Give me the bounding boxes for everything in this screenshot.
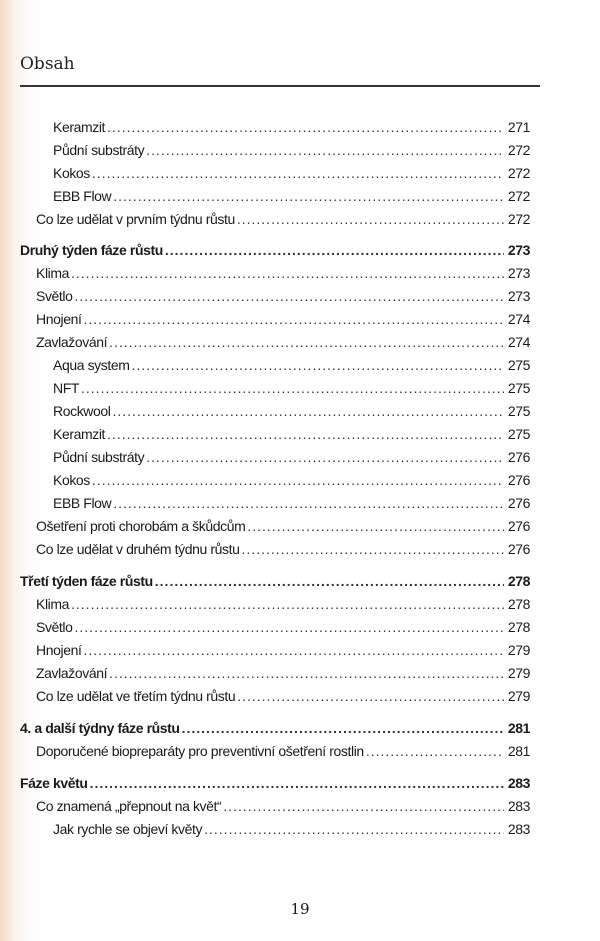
dot-leader: [242, 538, 504, 561]
toc-entry[interactable]: [20, 818, 530, 841]
table-of-contents: [20, 116, 530, 841]
page-title: Obsah: [20, 54, 75, 74]
dot-leader: [113, 492, 504, 515]
toc-entry-page: 275: [507, 357, 530, 373]
toc-entry[interactable]: [20, 208, 530, 231]
dot-leader: [92, 162, 504, 185]
dot-leader: [146, 139, 504, 162]
toc-entry[interactable]: [20, 331, 530, 354]
toc-entry-label: Kokos: [53, 472, 90, 488]
toc-entry-label: EBB Flow: [53, 495, 112, 511]
dot-leader: [71, 262, 504, 285]
toc-entry-label: Co lze udělat ve třetím týdnu růstu: [36, 688, 236, 704]
dot-leader: [223, 795, 504, 818]
toc-entry-label: Ošetření proti chorobám a škůdcům: [36, 518, 246, 534]
dot-leader: [237, 208, 504, 231]
toc-entry-label: Doporučené biopreparáty pro preventivní ošetření rostlin: [36, 743, 364, 759]
dot-leader: [92, 469, 504, 492]
dot-leader: [75, 616, 504, 639]
toc-entry[interactable]: [20, 515, 530, 538]
toc-entry[interactable]: [20, 185, 530, 208]
dot-leader: [83, 639, 504, 662]
toc-entry-label: Kokos: [53, 165, 90, 181]
toc-entry-label: Co znamená „přepnout na květ“: [36, 798, 222, 814]
toc-entry-label: Zavlažování: [36, 334, 108, 350]
toc-entry-page: 273: [507, 265, 530, 281]
toc-entry-label: Půdní substráty: [53, 142, 145, 158]
dot-leader: [113, 185, 504, 208]
toc-entry[interactable]: [20, 538, 530, 561]
dot-leader: [366, 740, 504, 763]
toc-entry-label: Klima: [36, 265, 70, 281]
toc-entry-page: 276: [507, 472, 530, 488]
toc-entry-page: 272: [507, 188, 530, 204]
dot-leader: [247, 515, 504, 538]
toc-entry-page: 278: [507, 596, 530, 612]
toc-entry-label: Fáze květu: [20, 775, 88, 791]
dot-leader: [83, 308, 504, 331]
toc-entry-label: Druhý týden fáze růstu: [20, 242, 163, 258]
dot-leader: [107, 423, 504, 446]
toc-entry-label: Půdní substráty: [53, 449, 145, 465]
dot-leader: [109, 662, 504, 685]
toc-entry[interactable]: [20, 400, 530, 423]
toc-entry-page: 276: [507, 495, 530, 511]
toc-entry-page: 276: [507, 449, 530, 465]
dot-leader: [165, 239, 504, 262]
toc-entry[interactable]: [20, 308, 530, 331]
toc-section-entry[interactable]: [20, 239, 530, 262]
dot-leader: [90, 772, 504, 795]
toc-entry-label: Co lze udělat v druhém týdnu růstu: [36, 541, 240, 557]
toc-entry-page: 279: [507, 688, 530, 704]
toc-entry-page: 283: [507, 775, 530, 791]
toc-entry-label: Třetí týden fáze růstu: [20, 573, 153, 589]
toc-entry-page: 271: [507, 119, 530, 135]
toc-entry[interactable]: [20, 662, 530, 685]
toc-section-entry[interactable]: [20, 570, 530, 593]
header-rule: [20, 85, 540, 87]
toc-section-entry[interactable]: [20, 717, 530, 740]
toc-entry-page: 278: [507, 619, 530, 635]
toc-entry[interactable]: [20, 469, 530, 492]
toc-entry-page: 281: [507, 743, 530, 759]
toc-entry-page: 279: [507, 665, 530, 681]
toc-section-entry[interactable]: [20, 772, 530, 795]
dot-leader: [107, 116, 504, 139]
toc-entry-page: 281: [507, 720, 530, 736]
toc-entry-page: 273: [507, 288, 530, 304]
toc-entry-page: 272: [507, 142, 530, 158]
dot-leader: [71, 593, 504, 616]
toc-entry[interactable]: [20, 740, 530, 763]
toc-entry-page: 279: [507, 642, 530, 658]
toc-entry[interactable]: [20, 685, 530, 708]
dot-leader: [204, 818, 504, 841]
toc-entry-page: 275: [507, 380, 530, 396]
toc-entry-page: 276: [507, 541, 530, 557]
dot-leader: [75, 285, 504, 308]
dot-leader: [132, 354, 504, 377]
toc-entry-label: 4. a další týdny fáze růstu: [20, 720, 180, 736]
toc-entry-label: EBB Flow: [53, 188, 112, 204]
toc-entry-page: 278: [507, 573, 530, 589]
toc-entry-page: 274: [507, 334, 530, 350]
toc-entry-label: NFT: [53, 380, 80, 396]
toc-entry[interactable]: [20, 795, 530, 818]
toc-entry-label: Světlo: [36, 619, 73, 635]
page-number: 19: [290, 900, 310, 918]
toc-entry-label: Rockwool: [53, 403, 111, 419]
toc-entry-label: Světlo: [36, 288, 73, 304]
toc-entry[interactable]: [20, 423, 530, 446]
toc-entry[interactable]: [20, 285, 530, 308]
toc-entry-label: Jak rychle se objeví květy: [53, 821, 203, 837]
toc-entry[interactable]: [20, 262, 530, 285]
toc-entry-page: 275: [507, 426, 530, 442]
dot-leader: [81, 377, 504, 400]
dot-leader: [113, 400, 505, 423]
toc-entry-page: 275: [507, 403, 530, 419]
dot-leader: [146, 446, 504, 469]
toc-entry-page: 272: [507, 211, 530, 227]
toc-entry-label: Hnojení: [36, 642, 82, 658]
toc-entry[interactable]: [20, 139, 530, 162]
dot-leader: [182, 717, 504, 740]
toc-entry-label: Aqua system: [53, 357, 130, 373]
toc-entry[interactable]: [20, 639, 530, 662]
toc-entry-page: 283: [507, 798, 530, 814]
toc-entry[interactable]: [20, 116, 530, 139]
toc-entry-label: Co lze udělat v prvním týdnu růstu: [36, 211, 235, 227]
toc-entry[interactable]: [20, 616, 530, 639]
toc-entry[interactable]: [20, 377, 530, 400]
toc-entry[interactable]: [20, 446, 530, 469]
dot-leader: [237, 685, 504, 708]
toc-entry-label: Hnojení: [36, 311, 82, 327]
toc-entry-label: Zavlažování: [36, 665, 108, 681]
toc-entry-page: 283: [507, 821, 530, 837]
toc-entry[interactable]: [20, 593, 530, 616]
toc-entry-label: Klima: [36, 596, 70, 612]
toc-entry[interactable]: [20, 492, 530, 515]
toc-entry-page: 273: [507, 242, 530, 258]
toc-entry[interactable]: [20, 162, 530, 185]
toc-entry-page: 274: [507, 311, 530, 327]
dot-leader: [155, 570, 504, 593]
toc-entry-label: Keramzit: [53, 119, 106, 135]
toc-entry[interactable]: [20, 354, 530, 377]
toc-entry-page: 272: [507, 165, 530, 181]
dot-leader: [109, 331, 504, 354]
toc-entry-label: Keramzit: [53, 426, 106, 442]
toc-entry-page: 276: [507, 518, 530, 534]
